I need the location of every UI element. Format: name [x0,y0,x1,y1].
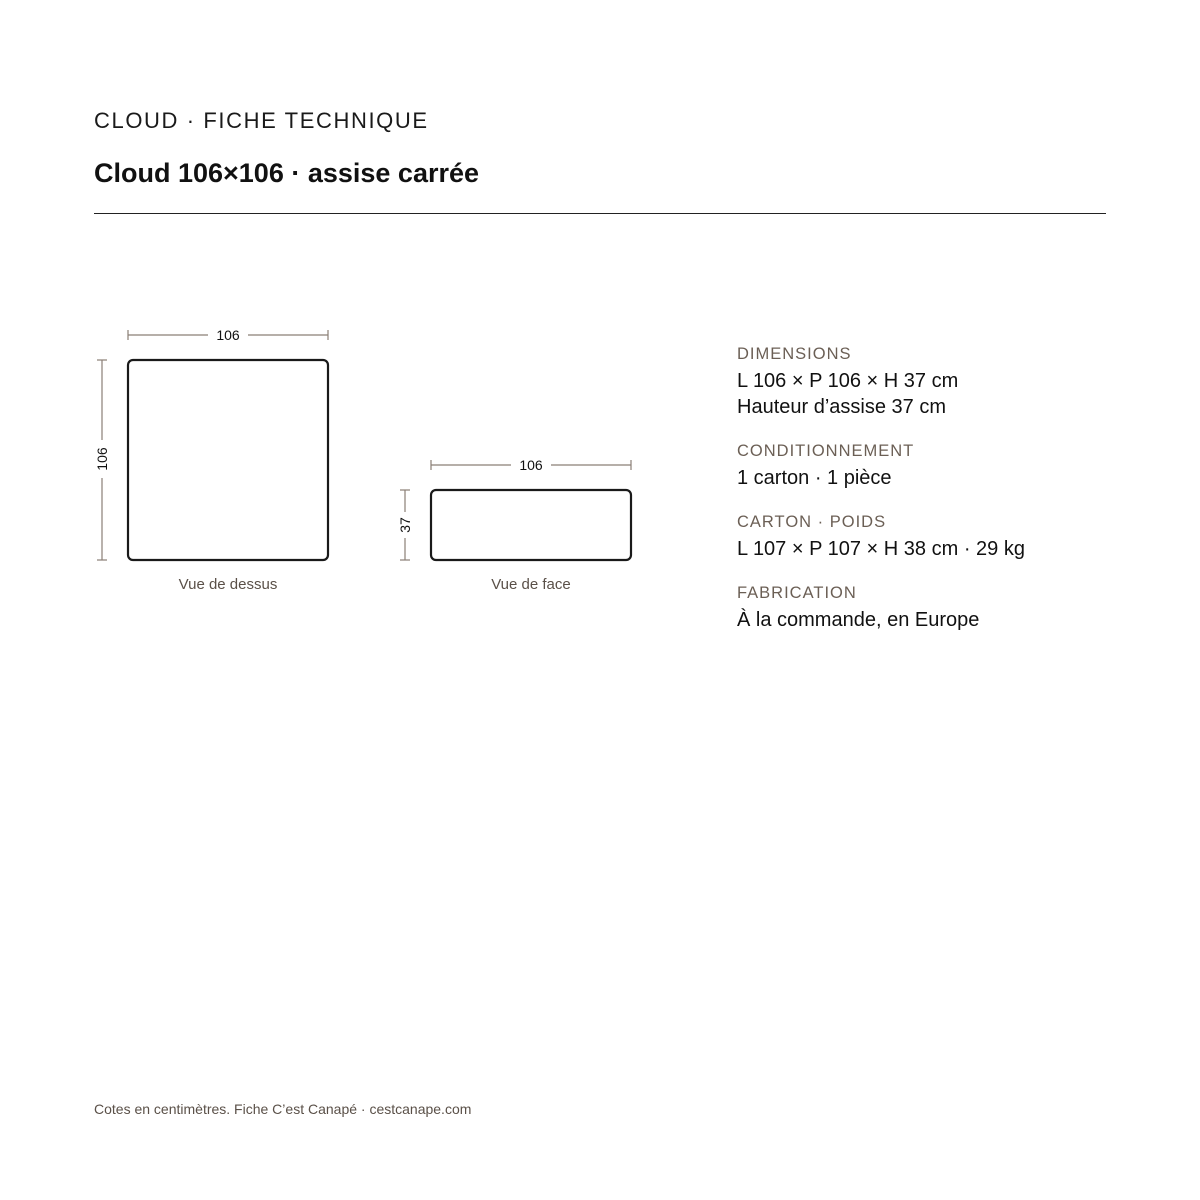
spec-value: Hauteur d’assise 37 cm [737,396,946,418]
top-view-depth-label: 106 [94,447,110,471]
top-view [94,327,328,593]
spec-label: CONDITIONNEMENT [737,442,915,460]
spec-label: CARTON · POIDS [737,513,887,531]
spec-dimensions [737,344,1025,420]
front-view-height-label: 37 [397,517,413,533]
spec-value: 1 carton · 1 pièce [737,467,892,489]
footer-note: Cotes en centimètres. Fiche C’est Canapé · cestcanape.com [94,1101,472,1117]
spec-value: L 106 × P 106 × H 37 cm [737,370,959,392]
spec-label: DIMENSIONS [737,345,852,363]
front-view [397,457,631,593]
spec-value: À la commande, en Europe [737,609,980,631]
spec-manufacturing [737,583,1025,633]
front-view-outline [431,490,631,560]
spec-label: FABRICATION [737,584,857,602]
top-view-caption: Vue de dessus [178,576,278,593]
spec-packaging [737,441,1025,491]
spec-list [737,344,1025,654]
front-view-width-label: 106 [519,457,543,473]
top-view-outline [128,360,328,560]
top-view-width-label: 106 [216,327,240,343]
document-eyebrow: CLOUD · FICHE TECHNIQUE [94,108,429,133]
document-title: Cloud 106×106 · assise carrée [94,158,480,188]
spec-value: L 107 × P 107 × H 38 cm · 29 kg [737,538,1025,560]
front-view-caption: Vue de face [491,576,571,593]
spec-carton-weight [737,512,1025,562]
